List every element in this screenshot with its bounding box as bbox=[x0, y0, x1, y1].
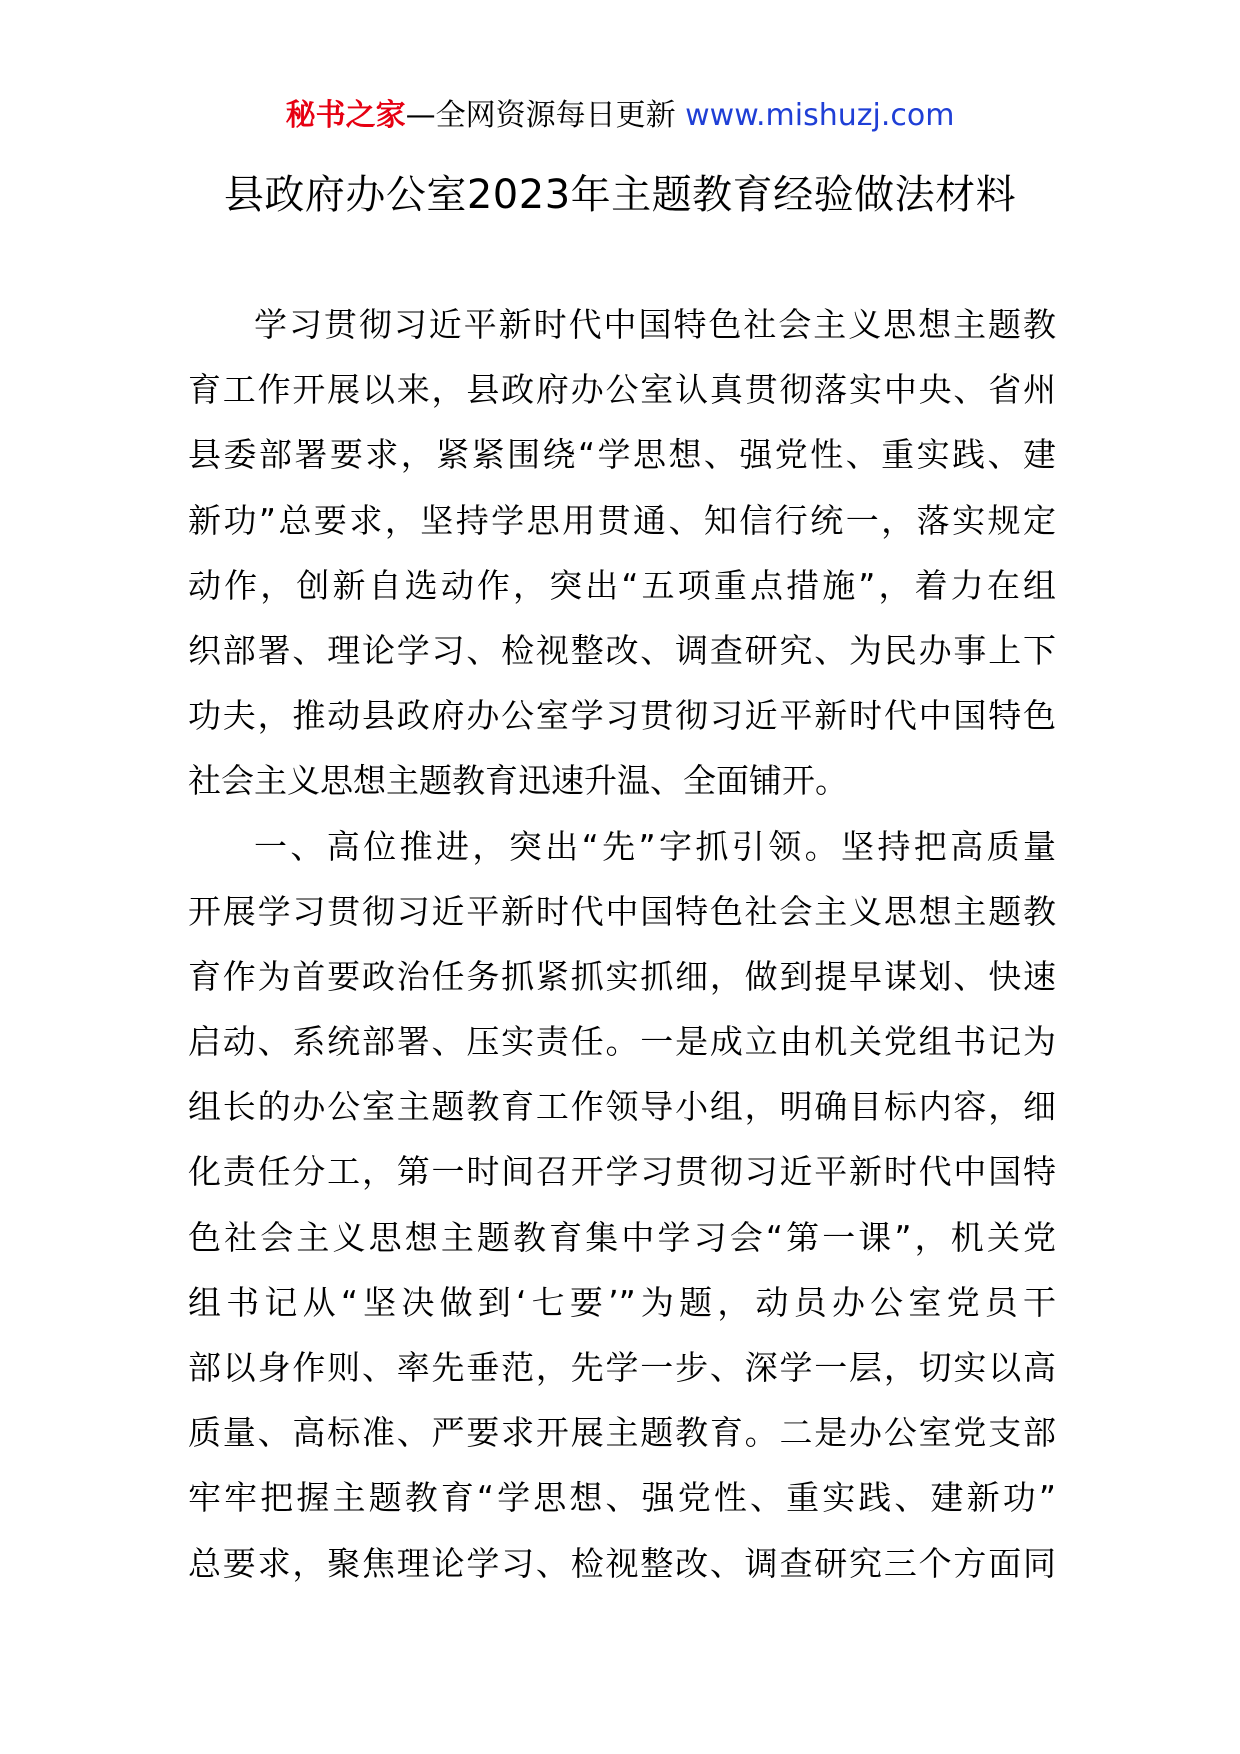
body-line: 新功”总要求，坚持学思用贯通、知信行统一，落实规定 bbox=[188, 500, 1056, 540]
document-title: 县政府办公室2023年主题教育经验做法材料 bbox=[223, 172, 1017, 218]
body-line: 学习贯彻习近平新时代中国特色社会主义思想主题教 bbox=[254, 305, 1056, 344]
body-line: 县委部署要求，紧紧围绕“学思想、强党性、重实践、建 bbox=[188, 435, 1056, 475]
body-line: 总要求，聚焦理论学习、检视整改、调查研究三个方面同 bbox=[188, 1543, 1056, 1583]
brand-name: 秘书之家 bbox=[285, 98, 406, 133]
body-line: 一、高位推进，突出“先”字抓引领。坚持把高质量 bbox=[254, 826, 1056, 866]
header-tagline: —全网资源每日更新 bbox=[405, 98, 676, 133]
document-body bbox=[188, 292, 1056, 1596]
body-line: 启动、系统部署、压实责任。一是成立由机关党组书记为 bbox=[188, 1022, 1056, 1062]
body-line: 组书记从“坚决做到‘七要’”为题，动员办公室党员干 bbox=[188, 1282, 1056, 1322]
body-line: 育作为首要政治任务抓紧抓实抓细，做到提早谋划、快速 bbox=[188, 956, 1056, 996]
body-line: 色社会主义思想主题教育集中学习会“第一课”，机关党 bbox=[188, 1217, 1056, 1257]
body-line: 组长的办公室主题教育工作领导小组，明确目标内容，细 bbox=[188, 1087, 1056, 1127]
site-header bbox=[0, 96, 1240, 136]
body-line: 牢牢把握主题教育“学思想、强党性、重实践、建新功” bbox=[188, 1478, 1056, 1518]
body-line: 育工作开展以来，县政府办公室认真贯彻落实中央、省州 bbox=[188, 370, 1056, 410]
body-line: 部以身作则、率先垂范，先学一步、深学一层，切实以高 bbox=[188, 1348, 1056, 1387]
body-line: 功夫，推动县政府办公室学习贯彻习近平新时代中国特色 bbox=[188, 696, 1056, 736]
body-line: 质量、高标准、严要求开展主题教育。二是办公室党支部 bbox=[188, 1413, 1056, 1453]
body-line: 织部署、理论学习、检视整改、调查研究、为民办事上下 bbox=[188, 630, 1056, 670]
body-line: 化责任分工，第一时间召开学习贯彻习近平新时代中国特 bbox=[188, 1152, 1056, 1192]
body-line: 社会主义思想主题教育迅速升温、全面铺开。 bbox=[188, 761, 848, 801]
body-line: 动作，创新自选动作，突出“五项重点措施”，着力在组 bbox=[188, 565, 1056, 605]
site-url-link[interactable]: www.mishuzj.com bbox=[685, 98, 955, 133]
body-line: 开展学习贯彻习近平新时代中国特色社会主义思想主题教 bbox=[188, 891, 1056, 931]
